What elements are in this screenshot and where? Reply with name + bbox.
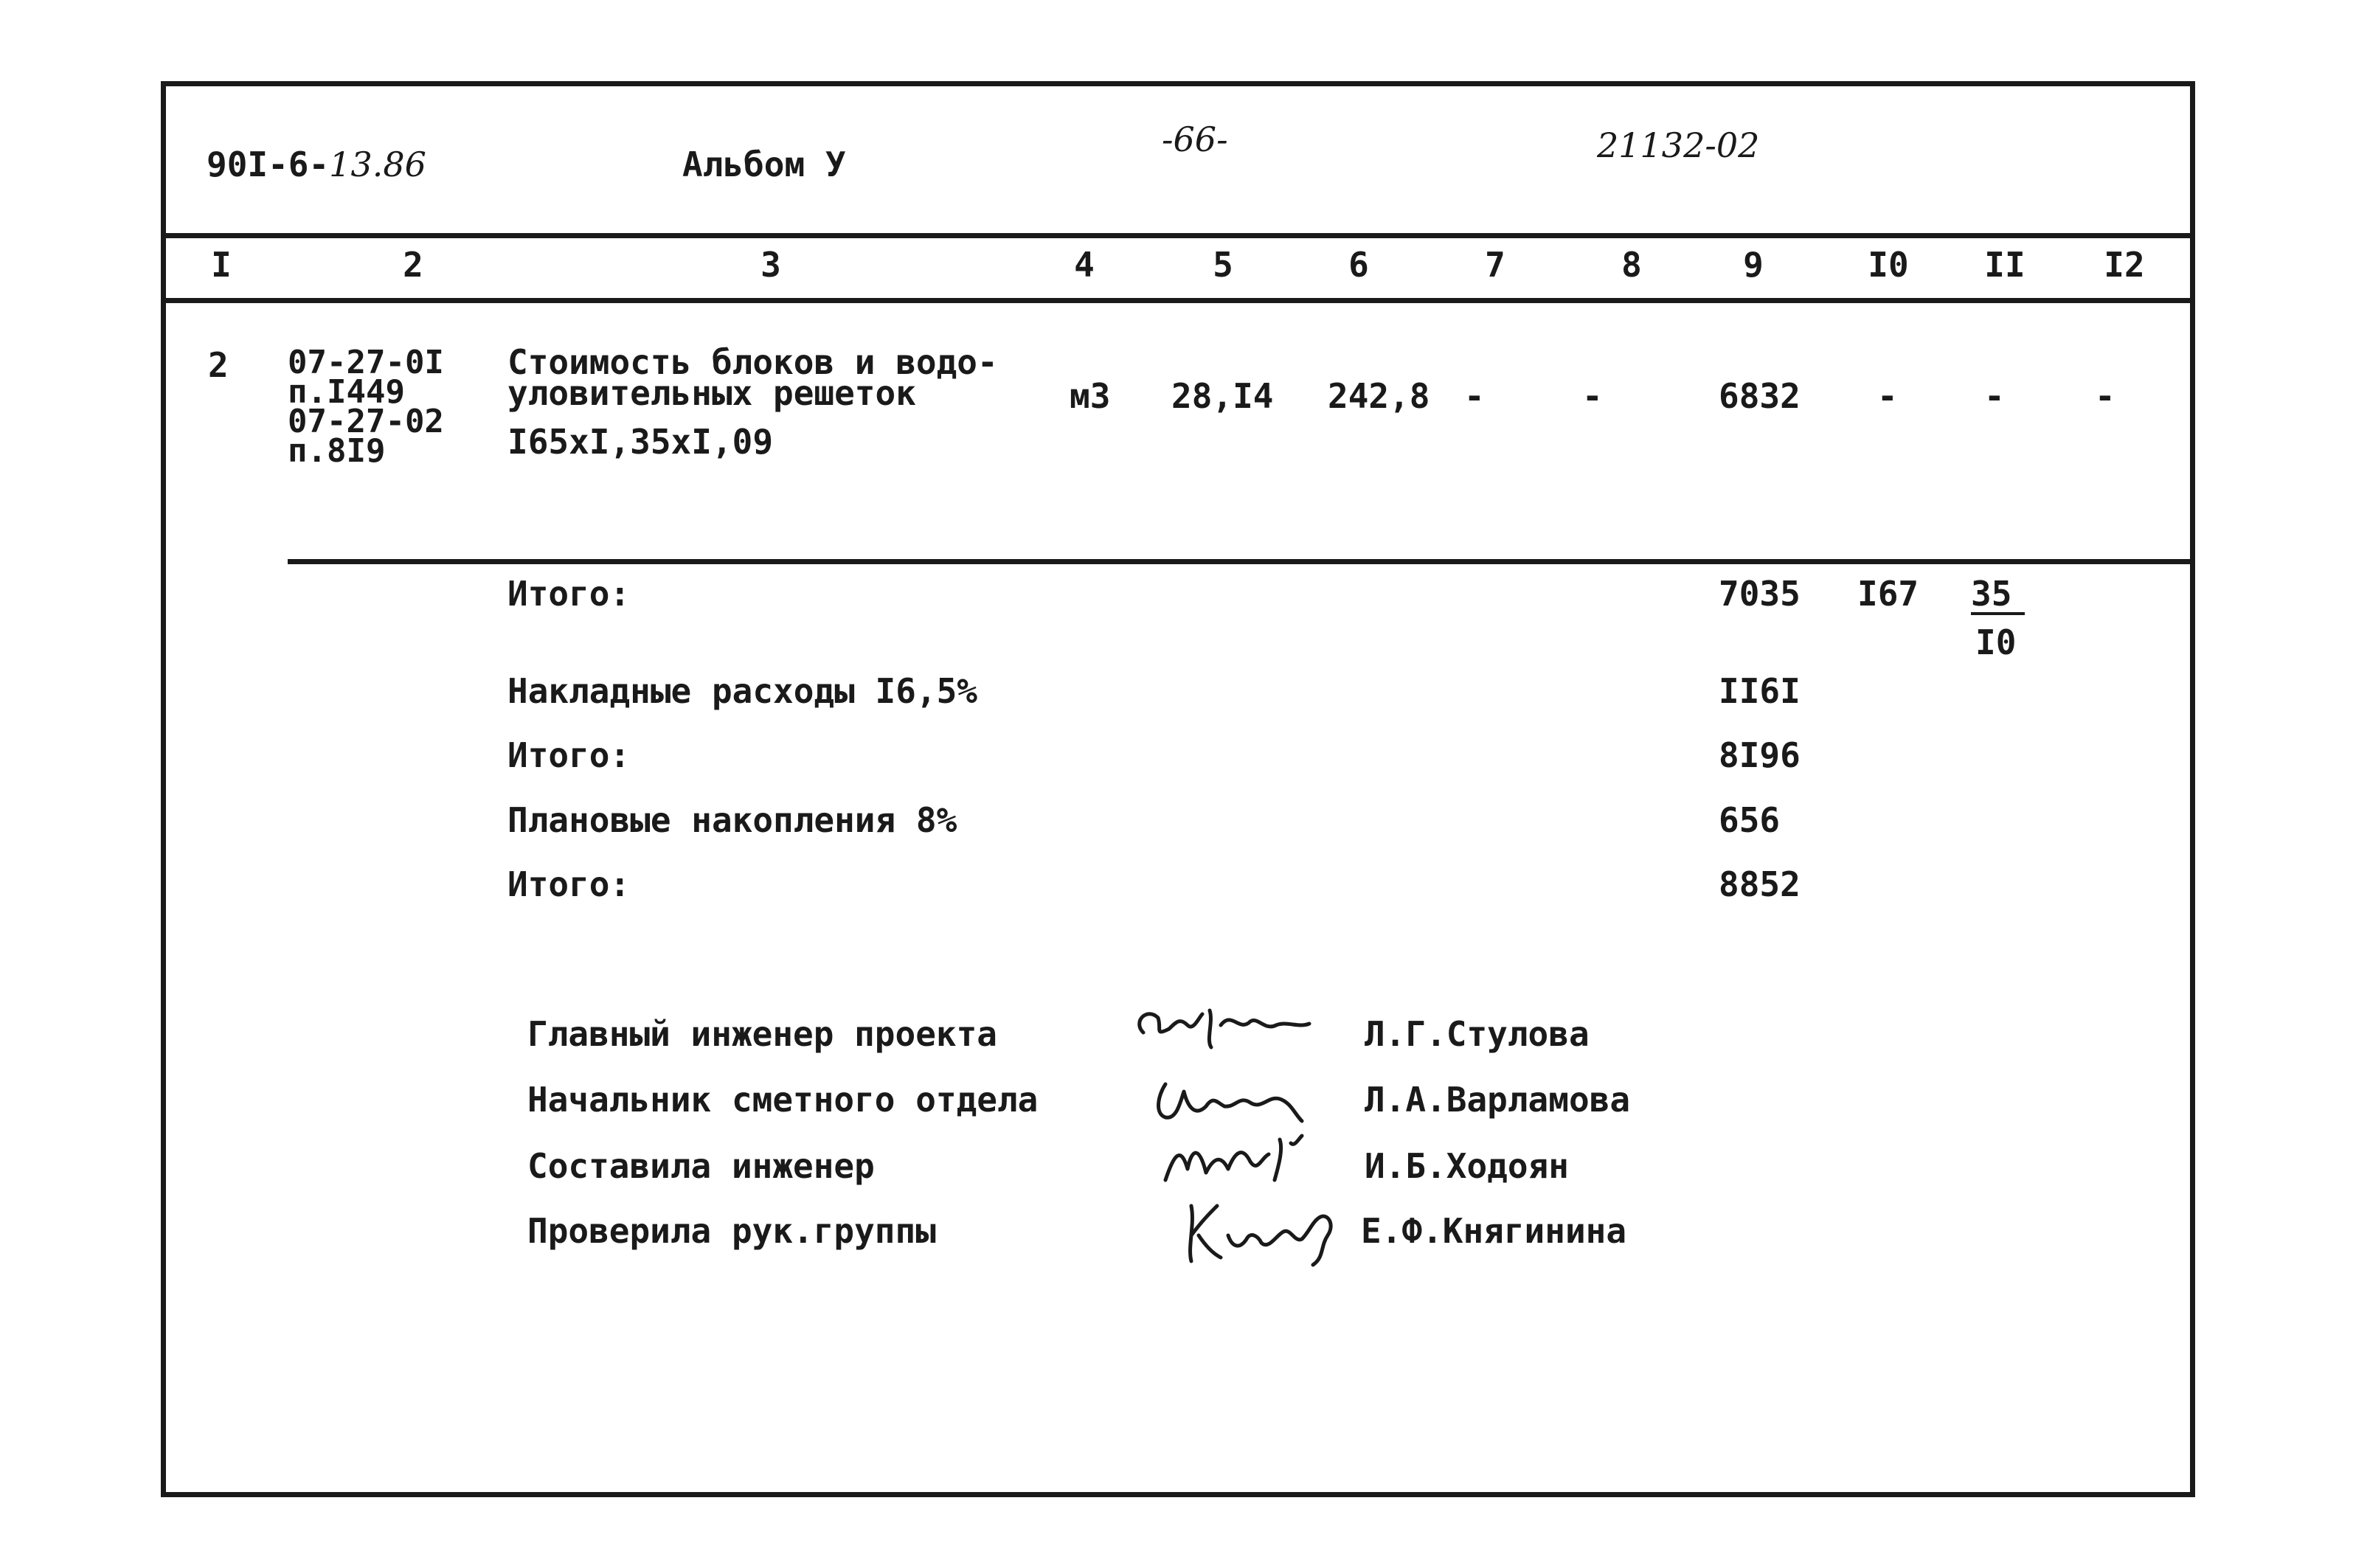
document-code xyxy=(207,146,426,183)
signer-name-1: Л.Г.Стулова xyxy=(1365,1014,1590,1054)
col-number-1: I xyxy=(211,245,232,285)
itogo-1-col9: 7035 xyxy=(1719,574,1801,614)
row-number: 2 xyxy=(208,345,229,385)
signer-name-3: И.Б.Ходоян xyxy=(1365,1146,1569,1186)
row-desc-line-1: Стоимость блоков и водо- xyxy=(507,342,998,382)
col-number-6: 6 xyxy=(1348,245,1369,285)
col-number-11: II xyxy=(1984,245,2025,285)
document-code-handwritten: 13.86 xyxy=(329,145,426,184)
row-col6: 242,8 xyxy=(1328,376,1430,416)
signature-4 xyxy=(1176,1191,1368,1272)
doc-number: 21132-02 xyxy=(1597,125,1760,165)
row-ref-2: п.I449 xyxy=(288,373,405,411)
page-frame xyxy=(161,81,2195,1497)
signature-1 xyxy=(1129,996,1320,1055)
row-desc-line-2: уловительных решеток xyxy=(507,373,916,413)
itogo-1-col11-denominator: I0 xyxy=(1975,622,2017,662)
signature-3 xyxy=(1151,1128,1328,1195)
row-ref-1: 07-27-0I xyxy=(288,344,444,381)
signer-role-1: Главный инженер проекта xyxy=(527,1014,997,1054)
signer-role-3: Составила инженер xyxy=(527,1146,875,1186)
col-number-8: 8 xyxy=(1621,245,1642,285)
row-col10: - xyxy=(1877,376,1898,416)
itogo-1-col11-numerator: 35 xyxy=(1971,575,2025,615)
row-unit: м3 xyxy=(1070,376,1111,416)
totals-rule xyxy=(288,559,2195,564)
col-number-12: I2 xyxy=(2104,245,2145,285)
signature-2 xyxy=(1143,1062,1320,1128)
row-col7: - xyxy=(1464,376,1485,416)
col-number-7: 7 xyxy=(1485,245,1505,285)
header-rule-top xyxy=(161,233,2195,238)
row-col11: - xyxy=(1984,376,2005,416)
header-rule-bottom xyxy=(161,298,2195,303)
row-references xyxy=(288,344,444,470)
album-label: Альбом У xyxy=(682,145,846,184)
row-description xyxy=(507,342,998,462)
row-desc-line-3: I65хI,35хI,09 xyxy=(507,422,774,462)
overhead-label: Накладные расходы I6,5% xyxy=(507,671,977,711)
itogo-3-col9: 8852 xyxy=(1719,864,1801,904)
col-number-5: 5 xyxy=(1213,245,1233,285)
row-ref-4: п.8I9 xyxy=(288,432,386,470)
signer-role-2: Начальник сметного отдела xyxy=(527,1080,1039,1120)
signer-name-2: Л.А.Варламова xyxy=(1365,1080,1631,1120)
overhead-col9: II6I xyxy=(1719,671,1801,711)
document-code-prefix: 90I-6- xyxy=(207,145,330,184)
col-number-9: 9 xyxy=(1743,245,1764,285)
page-number: -66- xyxy=(1162,119,1228,159)
col-number-4: 4 xyxy=(1074,245,1095,285)
row-col5: 28,I4 xyxy=(1171,376,1274,416)
signer-role-4: Проверила рук.группы xyxy=(527,1211,936,1251)
savings-label: Плановые накопления 8% xyxy=(507,800,957,840)
row-col9: 6832 xyxy=(1719,376,1801,416)
itogo-2-label: Итого: xyxy=(507,735,631,775)
row-col12: - xyxy=(2095,376,2115,416)
itogo-1-col10: I67 xyxy=(1857,574,1919,614)
itogo-3-label: Итого: xyxy=(507,864,631,904)
col-number-3: 3 xyxy=(760,245,781,285)
signer-name-4: Е.Ф.Княгинина xyxy=(1361,1211,1627,1251)
itogo-1-label: Итого: xyxy=(507,574,631,614)
savings-col9: 656 xyxy=(1719,800,1781,840)
row-ref-3: 07-27-02 xyxy=(288,403,444,440)
col-number-2: 2 xyxy=(403,245,423,285)
itogo-2-col9: 8I96 xyxy=(1719,735,1801,775)
row-col8: - xyxy=(1582,376,1603,416)
col-number-10: I0 xyxy=(1868,245,1909,285)
